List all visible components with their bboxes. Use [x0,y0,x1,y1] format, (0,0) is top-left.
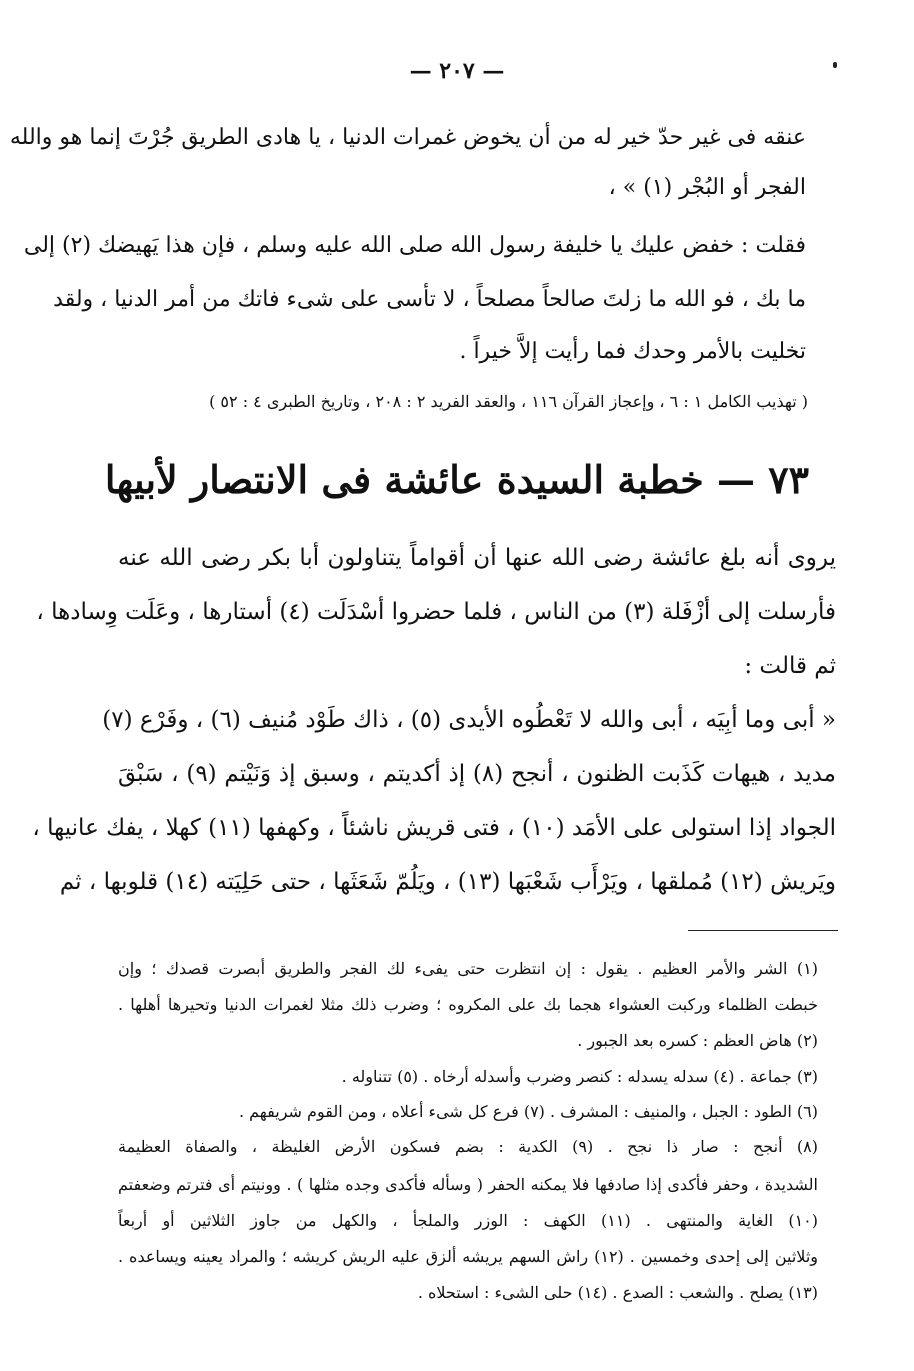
speech-line-4: « أبى وما أبِيَه ، أبى والله لا تَعْطُوه الأيدى (٥) ، ذاك طَوْد مُنيف (٦) ، وفَرْع (٧) [102,707,836,733]
speech-line-1: يروى أنه بلغ عائشة رضى الله عنها أن أقواماً يتناولون أبا بكر رضى الله عنه [118,545,836,571]
source-citation: ( تهذيب الكامل ١ : ٦ ، وإعجاز القرآن ١١٦ ، والعقد الفريد ٢ : ٢٠٨ ، وتاريخ الطبرى ٤ : ٥٢ ) [209,392,808,411]
section-heading: ٧٣ — خطبة السيدة عائشة فى الانتصار لأبيها [104,457,810,502]
speech-line-5: مديد ، هيهات كَذَبت الظنون ، أنجح (٨) إذ أكديتم ، وسبق إذ وَنَيْتم (٩) ، سَبْقَ [118,761,836,787]
footnote-line-5: (٦) الطود : الجبل ، والمنيف : المشرف . (٧) فرع كل شىء أعلاه ، ومن القوم شريفهم . [238,1102,818,1121]
speech-line-7: ويَريش (١٢) مُملقها ، ويَرْأَب شَعْبَها (١٣) ، ويَلُمّ شَعَثَها ، حتى حَلِيَته (١٤) قلوبها ، ثم [59,869,836,895]
footnote-line-7: الشديدة ، وحفر فأكدى إذا صادفها فلا يمكنه الحفر ( وسأله فأكدى وجده مثلها ) . وونيتم أى فترتم وضعفتم [118,1175,818,1194]
footnote-line-3: (٢) هاض العظم : كسره بعد الجبور . [577,1031,818,1050]
body-line-1: عنقه فى غير حدّ خير له من أن يخوض غمرات الدنيا ، يا هادى الطريق جُرْتَ إنما هو والله [9,125,806,150]
body-line-4: ما بك ، فو الله ما زلتَ صالحاً مصلحاً ، لا تأسى على شىء فاتك من أمر الدنيا ، ولقد [53,287,806,312]
speech-line-2: فأرسلت إلى أزْفَلة (٣) من الناس ، فلما حضروا أسْدَلَت (٤) أستارها ، وعَلَت وِسادها ، [36,599,836,625]
footnote-line-2: خبطت الظلماء وركبت العشواء هجما بك على المكروه ؛ وضرب ذلك مثلا لغمرات الدنيا وتحيرها أهلها . [118,995,818,1014]
footnote-line-9: وثلاثين إلى إحدى وخمسين . (١٢) راش السهم يريشه ألزق عليه الريش كريشه ؛ والمراد يعينه ويساعده . [118,1247,819,1266]
body-line-2: الفجر أو البُجْر (١) » ، [608,175,806,200]
footnote-line-10: (١٣) يصلح . والشعب : الصدع . (١٤) حلى الشىء : استحلاه . [417,1283,818,1302]
body-line-3: فقلت : خفض عليك يا خليفة رسول الله صلى الله عليه وسلم ، فإن هذا يَهيضك (٢) إلى [23,233,806,258]
footnote-line-4: (٣) جماعة . (٤) سدله يسدله : كنصر وضرب وأسدله أرخاه . (٥) تتناوله . [341,1067,818,1086]
footnote-line-6: (٨) أنجح : صار ذا نجح . (٩) الكدية : بضم فسكون الأرض الغليظة ، والصفاة العظيمة [118,1137,818,1156]
body-line-5: تخليت بالأمر وحدك فما رأيت إلاَّ خيراً . [459,339,806,364]
footnote-separator [688,930,838,931]
speech-line-3: ثم قالت : [744,653,836,679]
footnote-line-8: (١٠) الغاية والمنتهى . (١١) الكهف : الوزر والملجأ ، والكهل من جاوز الثلاثين أو أربعاً [118,1211,819,1230]
page-number: — ٢٠٧ — [409,58,505,84]
footnote-line-1: (١) الشر والأمر العظيم . يقول : إن انتظرت حتى يفىء لك الفجر والطريق أبصرت قصدك ؛ وإن [118,959,818,978]
speech-line-6: الجواد إذا استولى على الأمَد (١٠) ، فتى قريش ناشئاً ، وكهفها (١١) كهلا ، يفك عانيها ، [32,815,836,841]
